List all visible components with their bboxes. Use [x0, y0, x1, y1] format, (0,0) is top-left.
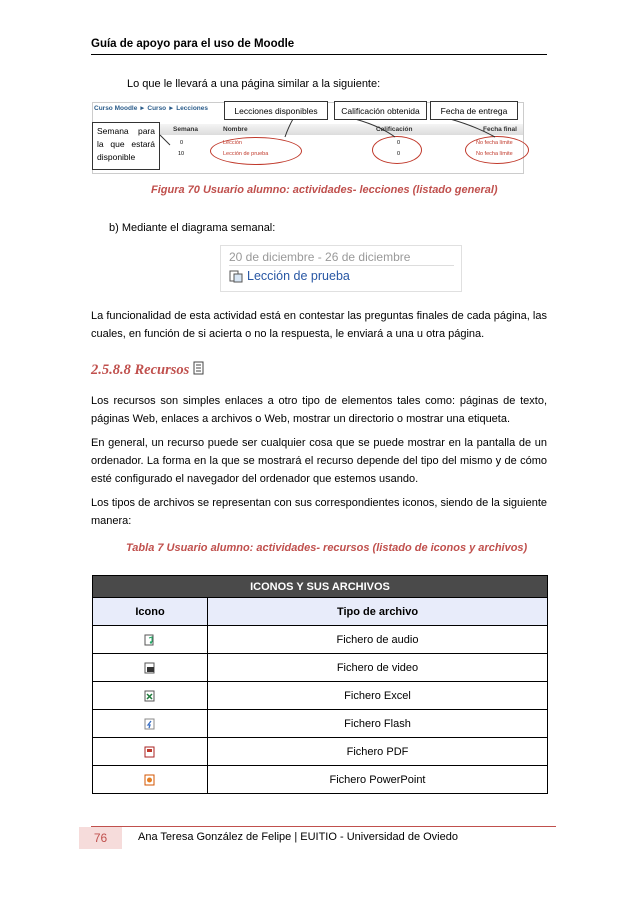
paragraph-funcionalidad: La funcionalidad de esta actividad está en contestar las preguntas finales de cada página, las cuales, en función de si acierta o no la respuesta, le enviará a una u otra página.	[91, 310, 547, 340]
callout-calificacion: Calificación obtenida	[334, 101, 427, 120]
lesson-icon	[229, 269, 243, 288]
table-row	[93, 710, 548, 738]
audio-file-icon	[144, 634, 156, 646]
page-number: 76	[79, 827, 122, 849]
file-type: Fichero de audio	[208, 626, 548, 654]
file-type: Fichero PowerPoint	[208, 766, 548, 794]
table-row	[93, 766, 548, 794]
subheading-b: b) Mediante el diagrama semanal:	[109, 222, 276, 234]
breadcrumb: Curso Moodle ► Curso ► Lecciones	[94, 105, 208, 112]
column-icono: Icono	[93, 598, 208, 626]
week-divider	[229, 265, 454, 266]
footer-text: Ana Teresa González de Felipe | EUITIO - Universidad de Oviedo	[138, 831, 458, 843]
excel-file-icon	[144, 690, 156, 702]
file-type: Fichero Flash	[208, 710, 548, 738]
callout-lecciones: Lecciones disponibles	[224, 101, 328, 120]
table-row	[93, 654, 548, 682]
paragraph-general: En general, un recurso puede ser cualquier cosa que se puede mostrar en la pantalla de un ordenador. La forma en la que se mostrará el recurso depende del tipo del mismo y de cómo esté configurado el navegador del ordenador que estemos usando.	[91, 437, 547, 485]
icons-table	[92, 575, 548, 794]
table-caption: Tabla 7 Usuario alumno: actividades- recursos (listado de iconos y archivos)	[126, 542, 528, 554]
file-type: Fichero Excel	[208, 682, 548, 710]
paragraph-recursos: Los recursos son simples enlaces a otro tipo de elementos tales como: páginas de texto, páginas Web, enlaces a archivos o Web, mostrar un directorio o mostrar una etiqueta.	[91, 395, 547, 425]
row1-nombre-link[interactable]: Lección	[223, 140, 242, 146]
weekly-diagram-screenshot	[220, 245, 462, 292]
footer-divider	[91, 826, 556, 827]
callout-semana: Semana para la que estará disponible	[92, 122, 160, 170]
column-calificacion: Calificación	[376, 126, 413, 133]
lesson-link[interactable]: Lección de prueba	[247, 269, 350, 283]
file-type: Fichero PDF	[208, 738, 548, 766]
table-row	[93, 626, 548, 654]
column-semana: Semana	[173, 126, 198, 133]
page-header: Guía de apoyo para el uso de Moodle	[91, 38, 295, 50]
row2-fecha: No fecha límite	[476, 151, 513, 157]
resource-icon	[193, 361, 206, 375]
intro-text: Lo que le llevará a una página similar a la siguiente:	[127, 78, 381, 90]
highlight-fecha	[465, 136, 529, 164]
powerpoint-file-icon	[144, 774, 156, 786]
column-fecha-final: Fecha final	[483, 126, 517, 133]
row1-semana: 0	[180, 140, 184, 146]
highlight-lecciones	[210, 137, 302, 165]
row1-calificacion: 0	[397, 140, 401, 146]
section-title	[91, 361, 206, 379]
pdf-file-icon	[144, 746, 156, 758]
row1-fecha: No fecha límite	[476, 140, 513, 146]
callout-fecha: Fecha de entrega	[430, 101, 518, 120]
highlight-calificacion	[372, 136, 422, 164]
table-row	[93, 682, 548, 710]
file-type: Fichero de video	[208, 654, 548, 682]
table-row	[93, 738, 548, 766]
table-title: ICONOS Y SUS ARCHIVOS	[93, 576, 548, 598]
paragraph-tipos: Los tipos de archivos se representan con sus correspondientes iconos, siendo de la siguiente manera:	[91, 497, 547, 527]
row2-calificacion: 0	[397, 151, 401, 157]
row2-semana: 10	[178, 151, 185, 157]
week-heading: 20 de diciembre - 26 de diciembre	[229, 250, 411, 264]
row2-nombre-link[interactable]: Lección de prueba	[223, 151, 269, 157]
header-divider	[91, 54, 547, 55]
section-title-text: 2.5.8.8 Recursos	[91, 362, 190, 378]
figure-caption: Figura 70 Usuario alumno: actividades- lecciones (listado general)	[151, 184, 498, 196]
flash-file-icon	[144, 718, 156, 730]
video-file-icon	[144, 662, 156, 674]
column-tipo: Tipo de archivo	[208, 598, 548, 626]
column-nombre: Nombre	[223, 126, 248, 133]
